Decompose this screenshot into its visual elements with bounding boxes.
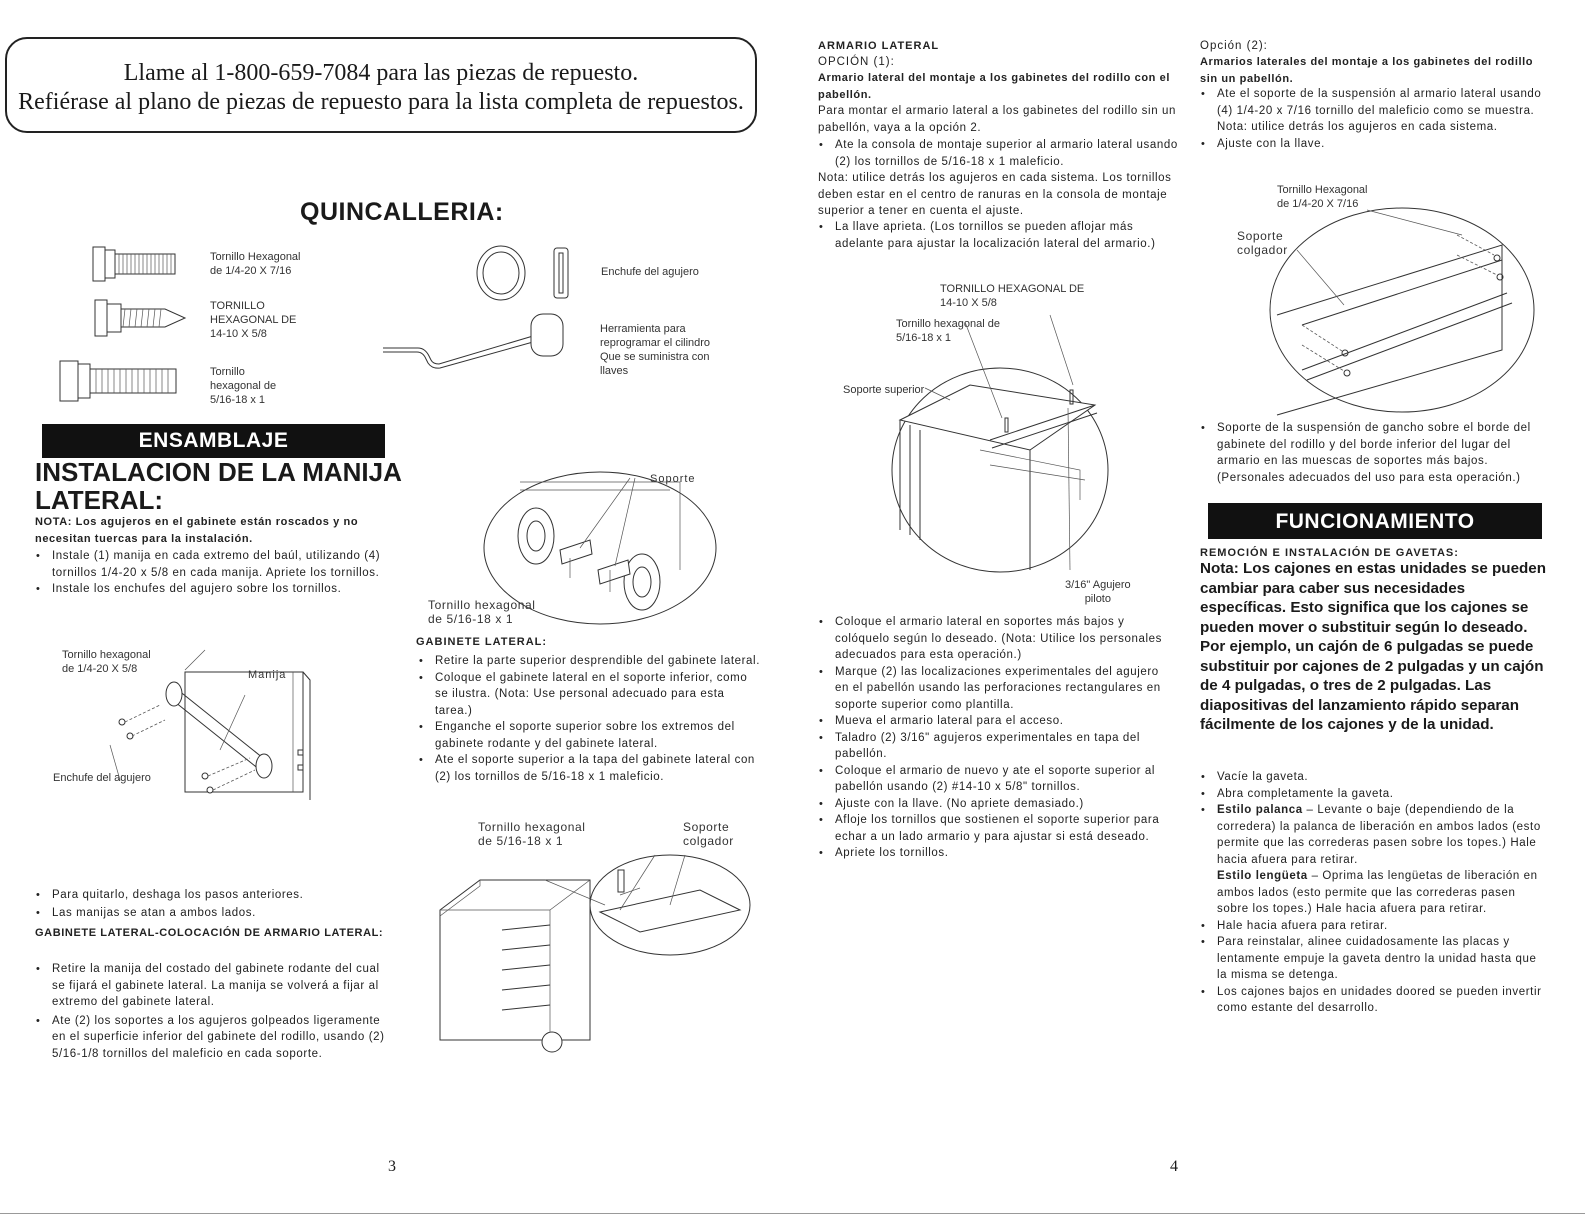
list-item: • Afloje los tornillos que sostienen el soporte superior para echar a un lado armario y para ajustar si está deseado.: [818, 812, 1173, 845]
fig5-label-screw: Tornillo Hexagonal de 1/4-20 X 7/16: [1277, 184, 1368, 210]
fig3-label-screw: Tornillo hexagonal de 5/16-18 x 1: [478, 820, 586, 848]
option-2-label: Opción (2):: [1200, 40, 1268, 52]
operation-banner: FUNCIONAMIENTO: [1208, 503, 1542, 539]
option-1-note: Nota: utilice detrás los agujeros en cada sistema. Los tornillos deben estar en el centro de ranuras en la consola de montaje superior a tener en cuenta el ajuste.: [818, 172, 1172, 217]
list-item: • Ate (2) los soportes a los agujeros golpeados ligeramente en el superficie inferior del gabinete del rodillo, usando (2) 5/16-1/8 tornillos del maleficio en cada soporte.: [35, 1013, 390, 1063]
drawer-steps: [1200, 769, 1548, 1017]
hanger-bracket-mount-diagram: [1262, 205, 1537, 415]
list-item: • Para reinstalar, alinee cuidadosamente las placas y lentamente empuje la gaveta dentro la unidad hasta que la misma se detenga.: [1200, 934, 1548, 984]
hanger-bracket-diagram: [440, 850, 755, 1050]
fig4-label-top-bracket: Soporte superior: [843, 384, 925, 396]
handle-removal-list: [35, 886, 385, 922]
lever-style-label: Estilo palanca: [1217, 804, 1303, 816]
list-item: • Retire la manija del costado del gabinete rodante del cual se fijará el gabinete lateral. La manija se volverá a fijar al extremo del gabinete lateral.: [35, 961, 390, 1011]
hardware-item-4: Enchufe del agujero: [601, 266, 699, 278]
fig2-label-bracket: Soporte: [650, 473, 696, 485]
fig2-label-screw: Tornillo hexagonal de 5/16-18 x 1: [428, 598, 536, 626]
option-2-subheading: Armarios laterales del montaje a los gabinetes del rodillo sin un pabellón.: [1200, 56, 1534, 85]
option-1-list-b: [818, 219, 1178, 252]
list-item-lever-style: [1200, 802, 1548, 868]
option-1-steps: [818, 614, 1173, 862]
list-item: • Apriete los tornillos.: [818, 845, 1173, 862]
fig1-label-hole-plug: Enchufe del agujero: [53, 772, 151, 784]
fig3-label-hanger: Soporte colgador: [683, 820, 734, 848]
side-cabinet-placement-list: [35, 961, 390, 1062]
fig4-label-screw-2: Tornillo hexagonal de 5/16-18 x 1: [896, 318, 1000, 344]
list-item: • Para quitarlo, deshaga los pasos anteriores.: [35, 886, 385, 904]
hardware-item-3: Tornillo hexagonal de 5/16-18 x 1: [210, 366, 277, 406]
callout-line-2: Refiérase al plano de piezas de repuesto para la lista completa de repuestos.: [18, 89, 744, 115]
tab-style-label: Estilo lengüeta: [1217, 870, 1308, 882]
list-item: • Ate la consola de montaje superior al armario lateral usando (2) los tornillos de 5/16-18 x 1 maleficio.: [818, 137, 1178, 170]
option-1-subheading: Armario lateral del montaje a los gabinetes del rodillo con el pabellón.: [818, 72, 1171, 101]
lever-style-text: – Levante o baje (dependiendo de la corredera) la palanca de liberación en ambos lados (esto permite que las correderas pasen sobre los topes.) Hale hacia afuera para retirar.: [1217, 804, 1541, 866]
list-item: • Taladro (2) 3/16" agujeros experimentales en tapa del pabellón.: [818, 730, 1173, 763]
side-cabinet-placement-heading: GABINETE LATERAL-COLOCACIÓN DE ARMARIO LATERAL:: [35, 927, 384, 939]
page-number-left: 3: [388, 1158, 396, 1175]
hardware-item-5: Herramienta para reprogramar el cilindro Que se suministra con llaves: [600, 323, 711, 377]
list-item: • Los cajones bajos en unidades doored se pueden invertir como estante del desarrollo.: [1200, 984, 1548, 1017]
list-item: • Vacíe la gaveta.: [1200, 769, 1548, 786]
top-bracket-mount-diagram: [890, 330, 1120, 575]
fig4-label-pilot-hole: 3/16" Agujero piloto: [1065, 579, 1131, 605]
hex-self-tapping-screw-icon: [95, 296, 195, 340]
bottom-rule: [0, 1213, 1585, 1214]
hex-bolt-small-icon: [93, 244, 193, 284]
parts-callout-box: [5, 37, 757, 133]
handle-install-diagram: [110, 650, 320, 800]
list-item: • Soporte de la suspensión de gancho sobre el borde del gabinete del rodillo y del borde inferior del lugar del armario en las muescas de soportes más bajos. (Personales adecuados del uso para esta operación.): [1200, 420, 1545, 486]
list-item: • Ate el soporte de la suspensión al armario lateral usando (4) 1/4-20 x 7/16 tornillo del maleficio como se muestra. Nota: utilice detrás los agujeros en cada sistema.: [1200, 86, 1545, 136]
hardware-item-2: TORNILLO HEXAGONAL DE 14-10 X 5/8: [210, 300, 297, 340]
callout-line-1: Llame al 1-800-659-7084 para las piezas de repuesto.: [123, 60, 639, 86]
list-item: • Marque (2) las localizaciones experimentales del agujero en el pabellón usando las perforaciones rectangulares en soporte superior como plantilla.: [818, 664, 1173, 714]
list-item: • Ajuste con la llave.: [1200, 136, 1545, 153]
list-item: • Ajuste con la llave. (No apriete demasiado.): [818, 796, 1173, 813]
list-item: • Enganche el soporte superior sobre los extremos del gabinete rodante y del gabinete lateral.: [418, 719, 763, 752]
threaded-holes-note: NOTA: Los agujeros en el gabinete están roscados y no necesitan tuercas para la instalación.: [35, 516, 359, 545]
drawer-removal-heading: REMOCIÓN E INSTALACIÓN DE GAVETAS:: [1200, 547, 1459, 559]
list-item-tab-style: [1200, 868, 1548, 918]
list-item: • Coloque el gabinete lateral en el soporte inferior, como se ilustra. (Nota: Use personal adecuado para esta tarea.): [418, 670, 763, 720]
hole-plug-icon: [476, 245, 586, 301]
list-item: • Abra completamente la gaveta.: [1200, 786, 1548, 803]
hardware-title: QUINCALLERIA:: [300, 198, 504, 226]
hex-bolt-large-icon: [60, 358, 185, 404]
fig5-label-hanger: Soporte colgador: [1237, 229, 1288, 257]
handle-install-list: [35, 548, 385, 598]
option-1-list-a: [818, 137, 1178, 170]
tab-style-text: – Oprima las lengüetas de liberación en ambos lados (esto permite que las correderas pasen sobre los topes.) Hale hacia afuera para retirar.: [1217, 870, 1538, 915]
fig4-label-screw-1: TORNILLO HEXAGONAL DE 14-10 X 5/8: [940, 283, 1085, 309]
hardware-item-1: Tornillo Hexagonal de 1/4-20 X 7/16: [210, 251, 301, 277]
list-item: • Hale hacia afuera para retirar.: [1200, 918, 1548, 935]
cylinder-rekey-tool-icon: [383, 312, 573, 372]
list-item: • Coloque el armario de nuevo y ate el soporte superior al pabellón usando (2) #14-10 x 5/8" tornillos.: [818, 763, 1173, 796]
side-cabinet-heading: GABINETE LATERAL:: [416, 636, 548, 648]
list-item: • Retire la parte superior desprendible del gabinete lateral.: [418, 653, 763, 670]
option-1-label: OPCIÓN (1):: [818, 56, 895, 68]
list-item: • Las manijas se atan a ambos lados.: [35, 904, 385, 922]
list-item: • Instale (1) manija en cada extremo del baúl, utilizando (4) tornillos 1/4-20 x 5/8 en cada manija. Apriete los tornillos.: [35, 548, 385, 581]
side-cabinet-list: [418, 653, 763, 785]
option-2-list-b: [1200, 420, 1545, 486]
assembly-banner: ENSAMBLAJE: [42, 424, 385, 458]
list-item: • Mueva el armario lateral para el acceso.: [818, 713, 1173, 730]
side-handle-heading: INSTALACION DE LA MANIJA LATERAL:: [35, 457, 401, 515]
drawer-interchange-note: Nota: Los cajones en estas unidades se pueden cambiar para caber sus necesidades específicas. Esto significa que los cajones se pueden mover o substituir según lo deseado. Por ejemplo, un cajón de 6 pulgadas se puede substituir por cajones de 2 pulgadas y un cajón de 4 pulgadas, o tres de 2 pulgadas. Las diapositivas del lanzamiento rápido separan fácilmente de los cajones y de la unidad.: [1200, 560, 1547, 733]
option-1-intro: Para montar el armario lateral a los gabinetes del rodillo sin un pabellón, vaya a la opción 2.: [818, 105, 1176, 134]
fig1-label-handle: Manija: [248, 669, 287, 681]
list-item: • Instale los enchufes del agujero sobre los tornillos.: [35, 581, 385, 598]
list-item: • Ate el soporte superior a la tapa del gabinete lateral con (2) los tornillos de 5/16-18 x 1 maleficio.: [418, 752, 763, 785]
list-item: • La llave aprieta. (Los tornillos se pueden aflojar más adelante para ajustar la localización lateral del armario.): [818, 219, 1178, 252]
list-item: • Coloque el armario lateral en soportes más bajos y colóquelo según lo deseado. (Nota: Utilice los personales adecuados para esta operación.): [818, 614, 1173, 664]
side-locker-heading: ARMARIO LATERAL: [818, 40, 940, 52]
option-2-list-a: [1200, 86, 1545, 152]
fig1-label-screw: Tornillo hexagonal de 1/4-20 X 5/8: [62, 649, 151, 675]
page-number-right: 4: [1170, 1158, 1178, 1175]
